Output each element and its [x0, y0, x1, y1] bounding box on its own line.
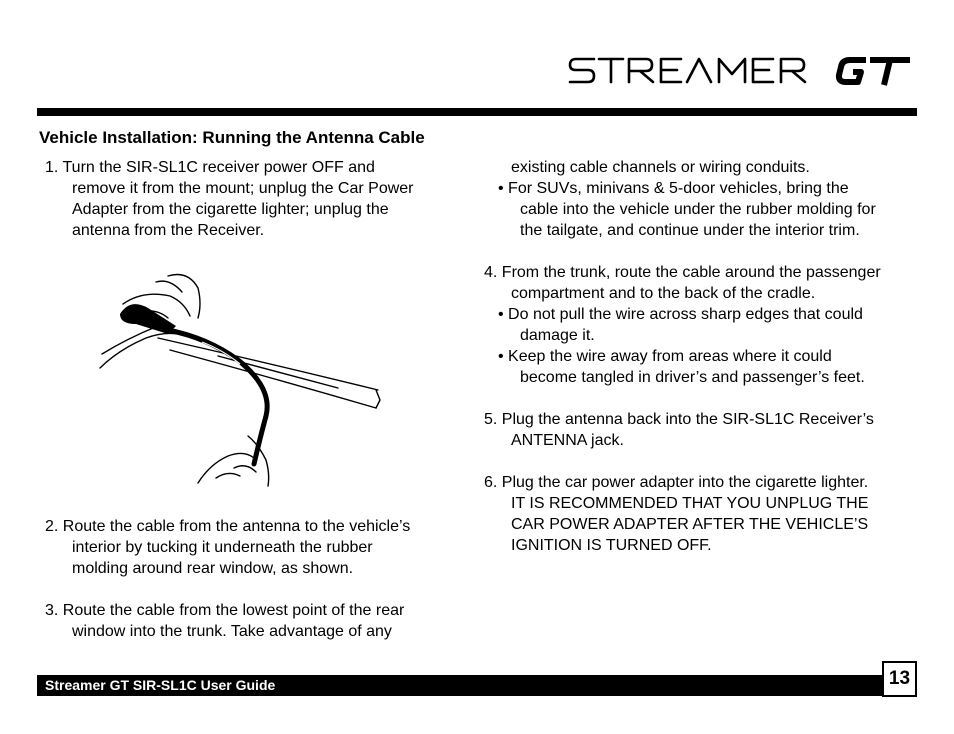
- bullet-line: • Do not pull the wire across sharp edges that could: [498, 306, 863, 323]
- section-title: Vehicle Installation: Running the Antenna Cable: [39, 128, 425, 147]
- bullet-line: • For SUVs, minivans & 5-door vehicles, bring the: [498, 180, 849, 197]
- step-1-line: remove it from the mount; unplug the Car Power: [72, 180, 414, 197]
- step-1-line: 1. Turn the SIR-SL1C receiver power OFF and: [45, 159, 375, 176]
- bullet-line: damage it.: [520, 327, 595, 344]
- streamer-gt-logo: [566, 50, 916, 90]
- page-number: 13: [882, 661, 917, 697]
- step-2-line: interior by tucking it underneath the rubber: [72, 539, 373, 556]
- footer-bar: [37, 675, 882, 696]
- step-4-line: 4. From the trunk, route the cable around the passenger: [484, 264, 881, 281]
- step-5-line: 5. Plug the antenna back into the SIR-SL1C Receiver’s: [484, 411, 874, 428]
- step-6-line: CAR POWER ADAPTER AFTER THE VEHICLE’S: [511, 516, 869, 533]
- step-3-line: window into the trunk. Take advantage of any: [72, 623, 392, 640]
- bullet-line: the tailgate, and continue under the interior trim.: [520, 222, 860, 239]
- step-5-line: ANTENNA jack.: [511, 432, 624, 449]
- step-4-line: compartment and to the back of the cradle.: [511, 285, 816, 302]
- bullet-line: become tangled in driver’s and passenger’s feet.: [520, 369, 865, 386]
- header-rule: [37, 108, 917, 116]
- bullet-line: • Keep the wire away from areas where it could: [498, 348, 832, 365]
- bullet-line: cable into the vehicle under the rubber molding for: [520, 201, 876, 218]
- step-3-line: existing cable channels or wiring conduits.: [511, 159, 810, 176]
- step-1-line: antenna from the Receiver.: [72, 222, 265, 239]
- step-3-line: 3. Route the cable from the lowest point of the rear: [45, 602, 405, 619]
- hand-tucking-cable-illustration: [98, 268, 383, 488]
- step-2-line: 2. Route the cable from the antenna to the vehicle’s: [45, 518, 411, 535]
- step-6-line: IT IS RECOMMENDED THAT YOU UNPLUG THE: [511, 495, 869, 512]
- step-6-line: 6. Plug the car power adapter into the cigarette lighter.: [484, 474, 869, 491]
- right-column: [484, 157, 930, 556]
- step-1-line: Adapter from the cigarette lighter; unplug the: [72, 201, 389, 218]
- step-6-line: IGNITION IS TURNED OFF.: [511, 537, 712, 554]
- step-2-line: molding around rear window, as shown.: [72, 560, 354, 577]
- footer-guide-title: Streamer GT SIR-SL1C User Guide: [45, 677, 276, 693]
